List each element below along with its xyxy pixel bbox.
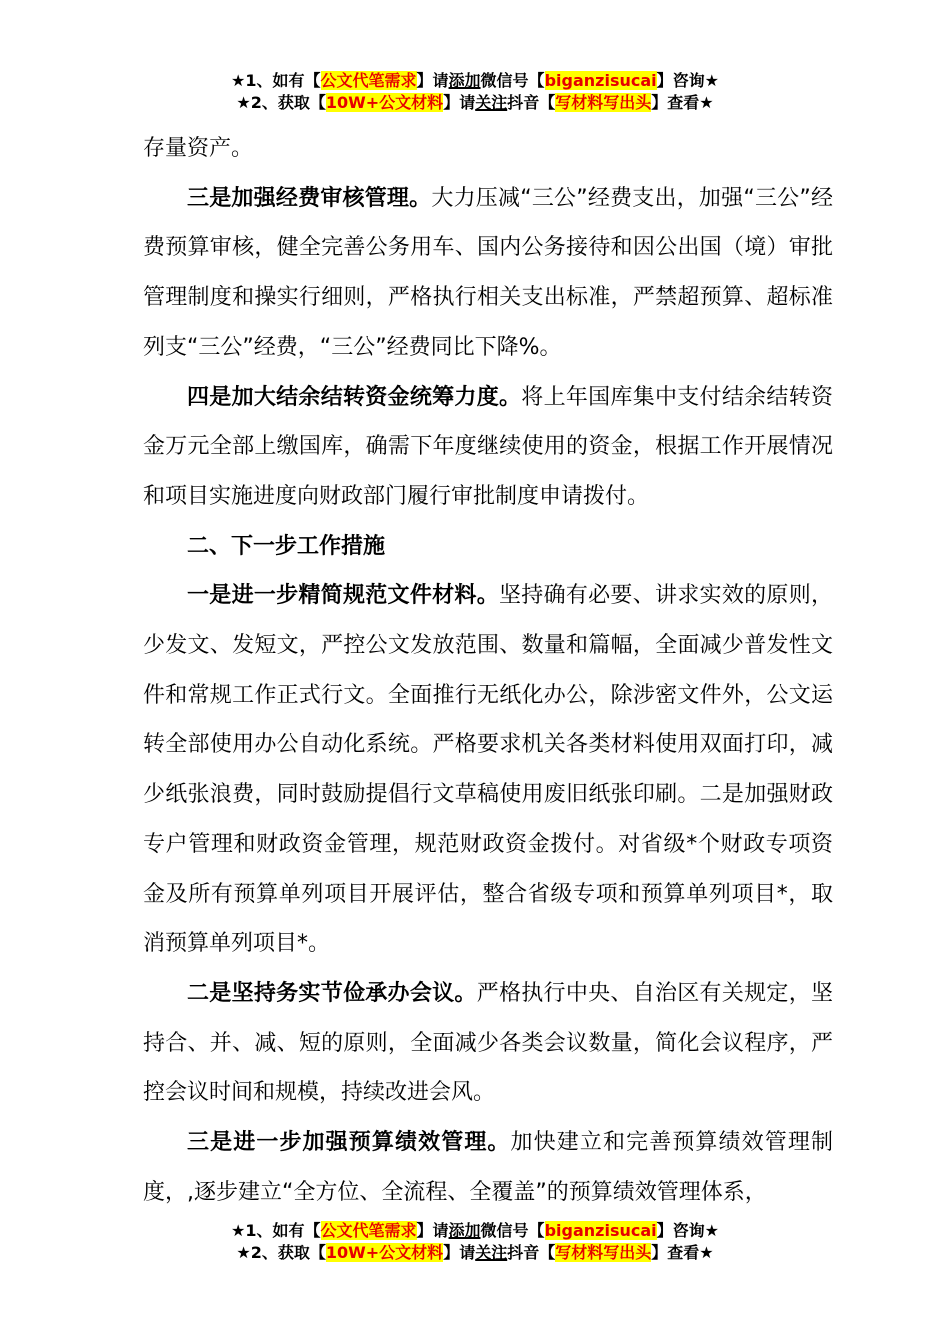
banner-highlight: biganzisucai <box>544 71 657 90</box>
document-body <box>143 124 833 1217</box>
paragraph-lead: 三是进一步加强预算绩效管理。 <box>187 1130 511 1156</box>
paragraph-lead: 四是加大结余结转资金统筹力度。 <box>187 384 522 410</box>
banner-underline: 添加 <box>448 71 481 90</box>
banner-text: ★1、如有【 <box>231 71 321 90</box>
banner-text: 微信号【 <box>480 71 545 90</box>
banner-text: 】请 <box>416 71 449 90</box>
banner-highlight: 写材料写出头 <box>555 93 652 112</box>
banner-text: 】请 <box>443 1243 476 1262</box>
banner-highlight: 10W+公文材料 <box>325 1243 444 1262</box>
banner-text: ★1、如有【 <box>231 1221 321 1240</box>
paragraph: 四是加大结余结转资金统筹力度。将上年国库集中支付结余结转资金万元全部上缴国库，确需下年度继续使用的资金，根据工作开展情况和项目实施进度向财政部门履行审批制度申请拨付。 <box>143 384 833 509</box>
banner-highlight: biganzisucai <box>544 1221 657 1240</box>
paragraph: 存量资产。 <box>143 136 254 161</box>
paragraph-lead: 三是加强经费审核管理。 <box>187 185 432 211</box>
banner-line-2 <box>0 1242 950 1264</box>
banner-text: 抖音【 <box>507 1243 556 1262</box>
paragraph: 三是进一步加强预算绩效管理。加快建立和完善预算绩效管理制度，,逐步建立“全方位、全流程、全覆盖”的预算绩效管理体系， <box>143 1130 833 1205</box>
paragraph: 一是进一步精简规范文件材料。坚持确有必要、讲求实效的原则，少发文、发短文，严控公文发放范围、数量和篇幅，全面减少普发性文件和常规工作正式行文。全面推行无纸化办公，除涉密文件外，公文运转全部使用办公自动化系统。严格要求机关各类材料使用双面打印，减少纸张浪费，同时鼓励提倡行文草稿使用废旧纸张印刷。二是加强财政专户管理和财政资金管理，规范财政资金拨付。对省级*个财政专项资金及所有预算单列项目开展评估，整合省级专项和预算单列项目*，取消预算单列项目*。 <box>143 583 833 957</box>
bottom-banner <box>0 1220 950 1264</box>
top-banner <box>0 70 950 114</box>
banner-underline: 关注 <box>475 93 508 112</box>
banner-text: 】咨询★ <box>656 71 719 90</box>
banner-highlight: 10W+公文材料 <box>325 93 444 112</box>
banner-line-1 <box>0 70 950 92</box>
banner-text: ★2、获取【 <box>236 93 326 112</box>
paragraph: 三是加强经费审核管理。大力压减“三公”经费支出，加强“三公”经费预算审核，健全完善公务用车、国内公务接待和因公出国（境）审批管理制度和操实行细则，严格执行相关支出标准，严禁超预算、超标准列支“三公”经费，“三公”经费同比下降%。 <box>143 185 833 360</box>
banner-text: 抖音【 <box>507 93 556 112</box>
section-heading: 二、下一步工作措施 <box>187 533 386 559</box>
banner-line-2 <box>0 92 950 114</box>
banner-text: ★2、获取【 <box>236 1243 326 1262</box>
banner-text: 】查看★ <box>651 1243 714 1262</box>
banner-highlight: 写材料写出头 <box>555 1243 652 1262</box>
paragraph-lead: 二是坚持务实节俭承办会议。 <box>187 980 477 1006</box>
banner-highlight: 公文代笔需求 <box>320 1221 417 1240</box>
paragraph-lead: 一是进一步精简规范文件材料。 <box>187 583 499 609</box>
banner-highlight: 公文代笔需求 <box>320 71 417 90</box>
banner-text: 】查看★ <box>651 93 714 112</box>
banner-underline: 关注 <box>475 1243 508 1262</box>
banner-underline: 添加 <box>448 1221 481 1240</box>
banner-text: 微信号【 <box>480 1221 545 1240</box>
banner-text: 】咨询★ <box>656 1221 719 1240</box>
banner-text: 】请 <box>416 1221 449 1240</box>
banner-text: 】请 <box>443 93 476 112</box>
paragraph: 二是坚持务实节俭承办会议。严格执行中央、自治区有关规定，坚持合、并、减、短的原则，全面减少各类会议数量，简化会议程序，严控会议时间和规模，持续改进会风。 <box>143 980 833 1106</box>
banner-line-1 <box>0 1220 950 1242</box>
